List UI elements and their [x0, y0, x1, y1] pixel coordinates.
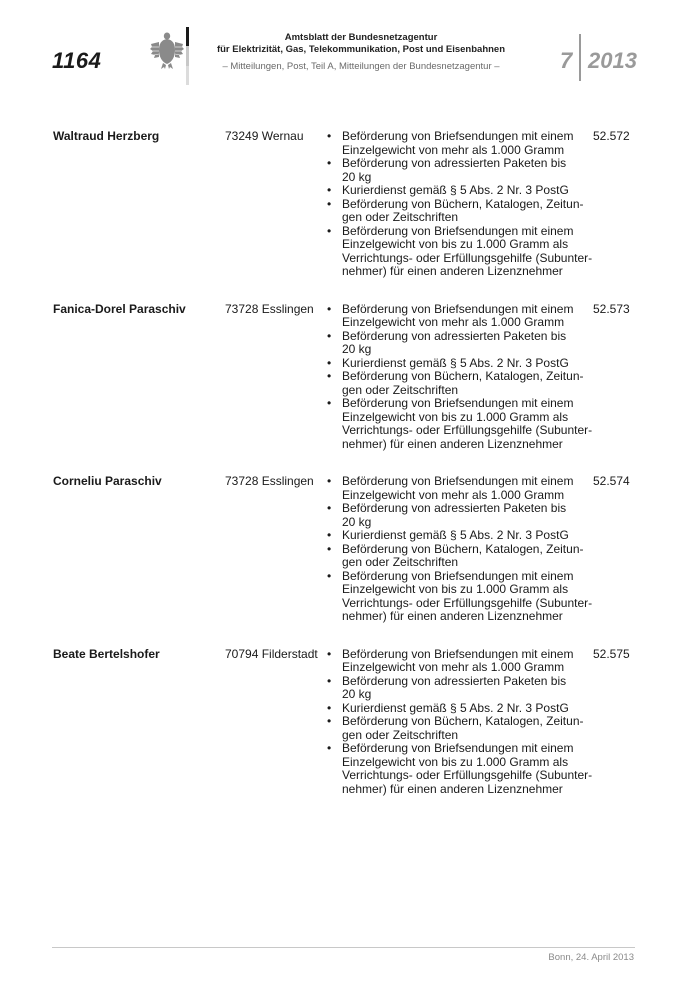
masthead-title: Amtsblatt der Bundesnetzagentur	[284, 32, 438, 43]
bullet-icon: •	[327, 501, 332, 515]
issue-separator	[579, 34, 581, 81]
bullet-icon: •	[327, 741, 332, 755]
service-text-line: 20 kg	[342, 514, 372, 529]
licensee-name: Fanica-Dorel Paraschiv	[53, 301, 186, 316]
service-item	[327, 502, 595, 529]
service-item	[327, 303, 595, 330]
service-text-line: Beförderung von Briefsendungen mit einem	[342, 129, 574, 143]
service-text-line: 20 kg	[342, 169, 372, 184]
license-number: 52.572	[593, 129, 630, 143]
service-text-line: Beförderung von Briefsendungen mit einem	[342, 301, 574, 316]
bullet-icon: •	[327, 541, 332, 556]
service-text-line: nehmer) für einen anderen Lizenznehmer	[342, 609, 563, 623]
service-text-line: nehmer) für einen anderen Lizenznehmer	[342, 264, 563, 278]
service-text-line: Einzelgewicht von bis zu 1.000 Gramm als	[342, 409, 569, 424]
license-entry	[0, 301, 700, 452]
service-text-line: Kurierdienst gemäß § 5 Abs. 2 Nr. 3 PostG	[342, 700, 569, 715]
service-text-line: Verrichtungs- oder Erfüllungsgehilfe (Subunter-	[342, 250, 593, 265]
service-item	[327, 529, 595, 543]
license-number: 52.574	[593, 474, 630, 488]
service-text-line: gen oder Zeitschriften	[342, 210, 459, 224]
service-item	[327, 742, 595, 796]
service-item	[327, 157, 595, 184]
service-text-line: Beförderung von Büchern, Katalogen, Zeitun-	[342, 369, 584, 383]
bullet-icon: •	[327, 528, 332, 542]
footer-divider	[52, 947, 635, 948]
service-item	[327, 225, 595, 279]
service-item	[327, 675, 595, 702]
service-text-line: Verrichtungs- oder Erfüllungsgehilfe (Subunter-	[342, 595, 593, 610]
service-text-line: Verrichtungs- oder Erfüllungsgehilfe (Subunter-	[342, 768, 593, 782]
service-list	[327, 128, 595, 279]
service-text-line: Beförderung von adressierten Paketen bis	[342, 501, 567, 515]
service-item	[327, 397, 595, 451]
service-text-line: Einzelgewicht von mehr als 1.000 Gramm	[342, 315, 565, 329]
licensee-name: Waltraud Herzberg	[53, 129, 160, 143]
licensee-name: Corneliu Paraschiv	[53, 474, 162, 488]
service-item	[327, 702, 595, 716]
service-text-line: Beförderung von adressierten Paketen bis	[342, 673, 567, 688]
license-list	[0, 128, 700, 818]
licensee-location: 73249 Wernau	[225, 129, 304, 143]
service-text-line: Beförderung von Büchern, Katalogen, Zeitun-	[342, 714, 584, 728]
bullet-icon: •	[327, 646, 332, 661]
service-item	[327, 130, 595, 157]
bullet-icon: •	[327, 129, 332, 143]
masthead-section: – Mitteilungen, Post, Teil A, Mitteilungen der Bundesnetzagentur –	[222, 61, 500, 72]
service-list	[327, 301, 595, 452]
bullet-icon: •	[327, 183, 332, 197]
licensee-location: 73728 Esslingen	[225, 474, 314, 488]
masthead	[196, 32, 526, 73]
service-text-line: Beförderung von Briefsendungen mit einem	[342, 741, 574, 755]
service-text-line: nehmer) für einen anderen Lizenznehmer	[342, 436, 563, 451]
service-text-line: Beförderung von adressierten Paketen bis	[342, 328, 567, 343]
bullet-icon: •	[327, 328, 332, 343]
bullet-icon: •	[327, 714, 332, 728]
issue-number: 7	[560, 48, 573, 73]
license-entry	[0, 128, 700, 279]
service-text-line: Verrichtungs- oder Erfüllungsgehilfe (Subunter-	[342, 423, 593, 437]
bullet-icon: •	[327, 700, 332, 715]
service-text-line: Beförderung von Büchern, Katalogen, Zeitun-	[342, 196, 584, 211]
service-text-line: Einzelgewicht von mehr als 1.000 Gramm	[342, 142, 565, 157]
license-entry	[0, 646, 700, 797]
service-text-line: Beförderung von Büchern, Katalogen, Zeitun-	[342, 541, 584, 556]
service-item	[327, 330, 595, 357]
service-text-line: Beförderung von Briefsendungen mit einem	[342, 568, 574, 583]
service-item	[327, 357, 595, 371]
footer-date: Bonn, 24. April 2013	[548, 952, 634, 963]
licensee-location: 73728 Esslingen	[225, 301, 314, 316]
service-text-line: 20 kg	[342, 687, 372, 701]
service-text-line: nehmer) für einen anderen Lizenznehmer	[342, 781, 563, 796]
bullet-icon: •	[327, 156, 332, 170]
flag-bar	[186, 27, 189, 85]
licensee-location: 70794 Filderstadt	[225, 646, 318, 661]
service-list	[327, 646, 595, 797]
licensee-name: Beate Bertelshofer	[53, 646, 160, 661]
bullet-icon: •	[327, 196, 332, 211]
service-text-line: Beförderung von Briefsendungen mit einem	[342, 223, 574, 238]
bullet-icon: •	[327, 355, 332, 370]
license-entry	[0, 473, 700, 624]
service-text-line: Einzelgewicht von bis zu 1.000 Gramm als	[342, 754, 569, 769]
service-text-line: gen oder Zeitschriften	[342, 555, 459, 569]
bullet-icon: •	[327, 396, 332, 410]
service-item	[327, 475, 595, 502]
bullet-icon: •	[327, 223, 332, 238]
bullet-icon: •	[327, 301, 332, 316]
service-text-line: Kurierdienst gemäß § 5 Abs. 2 Nr. 3 PostG	[342, 183, 569, 197]
issue-year: 2013	[588, 48, 637, 73]
license-number: 52.575	[593, 646, 630, 661]
masthead-subtitle: für Elektrizität, Gas, Telekommunikation, Post und Eisenbahnen	[216, 44, 506, 55]
service-text-line: Beförderung von Briefsendungen mit einem	[342, 646, 574, 661]
service-text-line: Einzelgewicht von mehr als 1.000 Gramm	[342, 487, 565, 502]
service-text-line: Kurierdienst gemäß § 5 Abs. 2 Nr. 3 PostG	[342, 355, 569, 370]
service-text-line: gen oder Zeitschriften	[342, 382, 459, 397]
service-item	[327, 370, 595, 397]
service-text-line: 20 kg	[342, 342, 372, 356]
service-text-line: Beförderung von Briefsendungen mit einem	[342, 474, 574, 488]
service-list	[327, 473, 595, 624]
service-text-line: gen oder Zeitschriften	[342, 727, 459, 742]
bullet-icon: •	[327, 474, 332, 488]
license-number: 52.573	[593, 301, 630, 316]
bullet-icon: •	[327, 568, 332, 583]
service-item	[327, 648, 595, 675]
bullet-icon: •	[327, 673, 332, 688]
service-item	[327, 184, 595, 198]
service-text-line: Einzelgewicht von bis zu 1.000 Gramm als	[342, 237, 569, 251]
page-number: 1164	[52, 48, 102, 73]
service-text-line: Beförderung von Briefsendungen mit einem	[342, 396, 574, 410]
service-text-line: Kurierdienst gemäß § 5 Abs. 2 Nr. 3 PostG	[342, 528, 569, 542]
service-text-line: Beförderung von adressierten Paketen bis	[342, 156, 567, 170]
federal-eagle-icon	[150, 30, 184, 70]
service-item	[327, 715, 595, 742]
bullet-icon: •	[327, 369, 332, 383]
service-item	[327, 570, 595, 624]
service-item	[327, 543, 595, 570]
service-text-line: Einzelgewicht von mehr als 1.000 Gramm	[342, 660, 565, 674]
service-item	[327, 198, 595, 225]
service-text-line: Einzelgewicht von bis zu 1.000 Gramm als	[342, 582, 569, 596]
